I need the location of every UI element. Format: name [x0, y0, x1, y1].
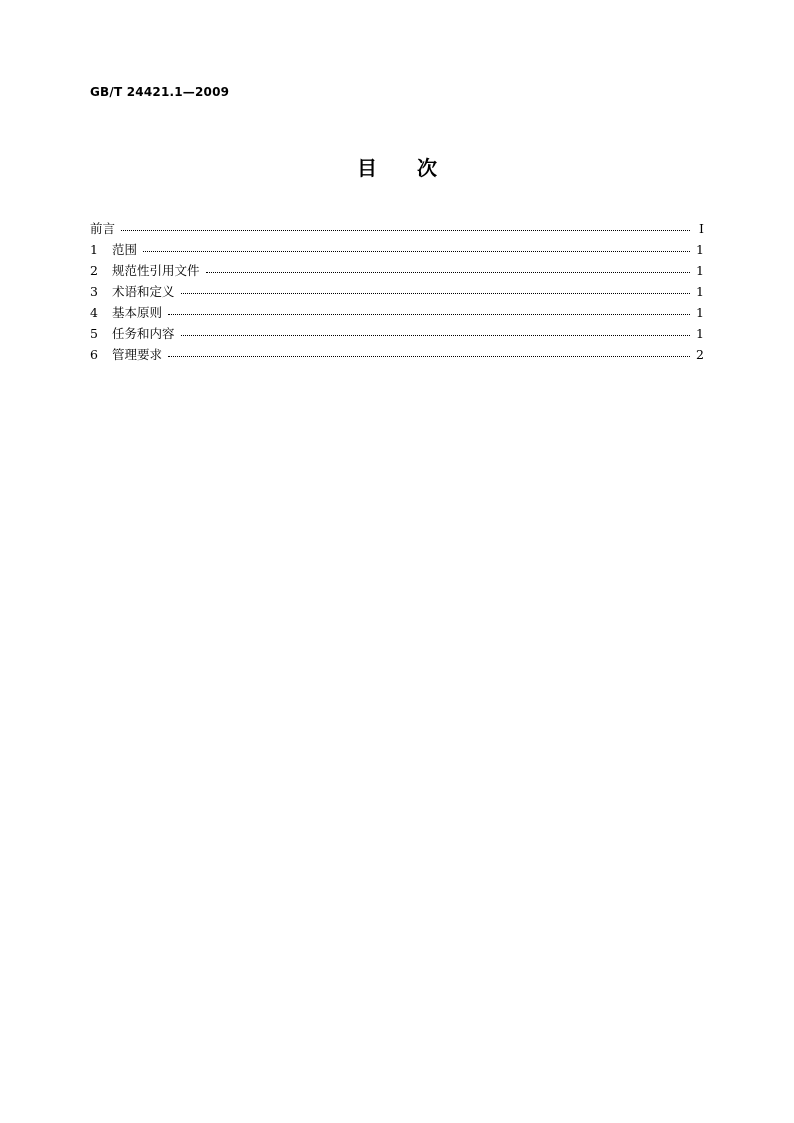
toc-leader-dots	[206, 272, 690, 273]
toc-entry-label: 术语和定义	[112, 284, 175, 299]
toc-leader-dots	[168, 356, 690, 357]
toc-entry-scope[interactable]	[90, 239, 704, 260]
toc-entry-number: 5	[90, 326, 98, 341]
toc-entry-number: 1	[90, 242, 98, 257]
document-number: GB/T 24421.1—2009	[90, 85, 230, 99]
toc-entry-page: 1	[696, 263, 704, 278]
toc-leader-dots	[143, 251, 690, 252]
toc-entry-page: 1	[696, 305, 704, 320]
toc-entry-normative-references[interactable]	[90, 260, 704, 281]
toc-entry-label: 规范性引用文件	[112, 263, 200, 278]
toc-entry-number: 2	[90, 263, 98, 278]
toc-entry-page: Ⅰ	[699, 221, 704, 236]
toc-leader-dots	[168, 314, 690, 315]
title-char-1: 目	[357, 156, 377, 180]
toc-entry-tasks-content[interactable]	[90, 323, 704, 344]
toc-entry-label: 前言	[90, 221, 116, 236]
toc-leader-dots	[181, 335, 690, 336]
title-char-2: 次	[417, 156, 437, 180]
toc-entry-number: 6	[90, 347, 98, 362]
toc-entry-label: 基本原则	[112, 305, 163, 320]
toc-entry-page: 1	[696, 242, 704, 257]
toc-entry-page: 1	[696, 326, 704, 341]
toc-entry-number: 3	[90, 284, 98, 299]
toc-entry-management-requirements[interactable]	[90, 344, 704, 365]
toc-entry-number: 4	[90, 305, 98, 320]
toc-leader-dots	[181, 293, 690, 294]
toc-leader-dots	[121, 230, 690, 231]
toc-entry-terms-definitions[interactable]	[90, 281, 704, 302]
toc-entry-foreword[interactable]	[90, 218, 704, 239]
table-of-contents	[90, 218, 704, 365]
page-title	[0, 152, 794, 181]
toc-entry-label: 管理要求	[112, 347, 163, 362]
toc-entry-label: 任务和内容	[112, 326, 175, 341]
toc-entry-page: 2	[696, 347, 704, 362]
toc-entry-label: 范围	[112, 242, 138, 257]
toc-entry-basic-principles[interactable]	[90, 302, 704, 323]
toc-entry-page: 1	[696, 284, 704, 299]
